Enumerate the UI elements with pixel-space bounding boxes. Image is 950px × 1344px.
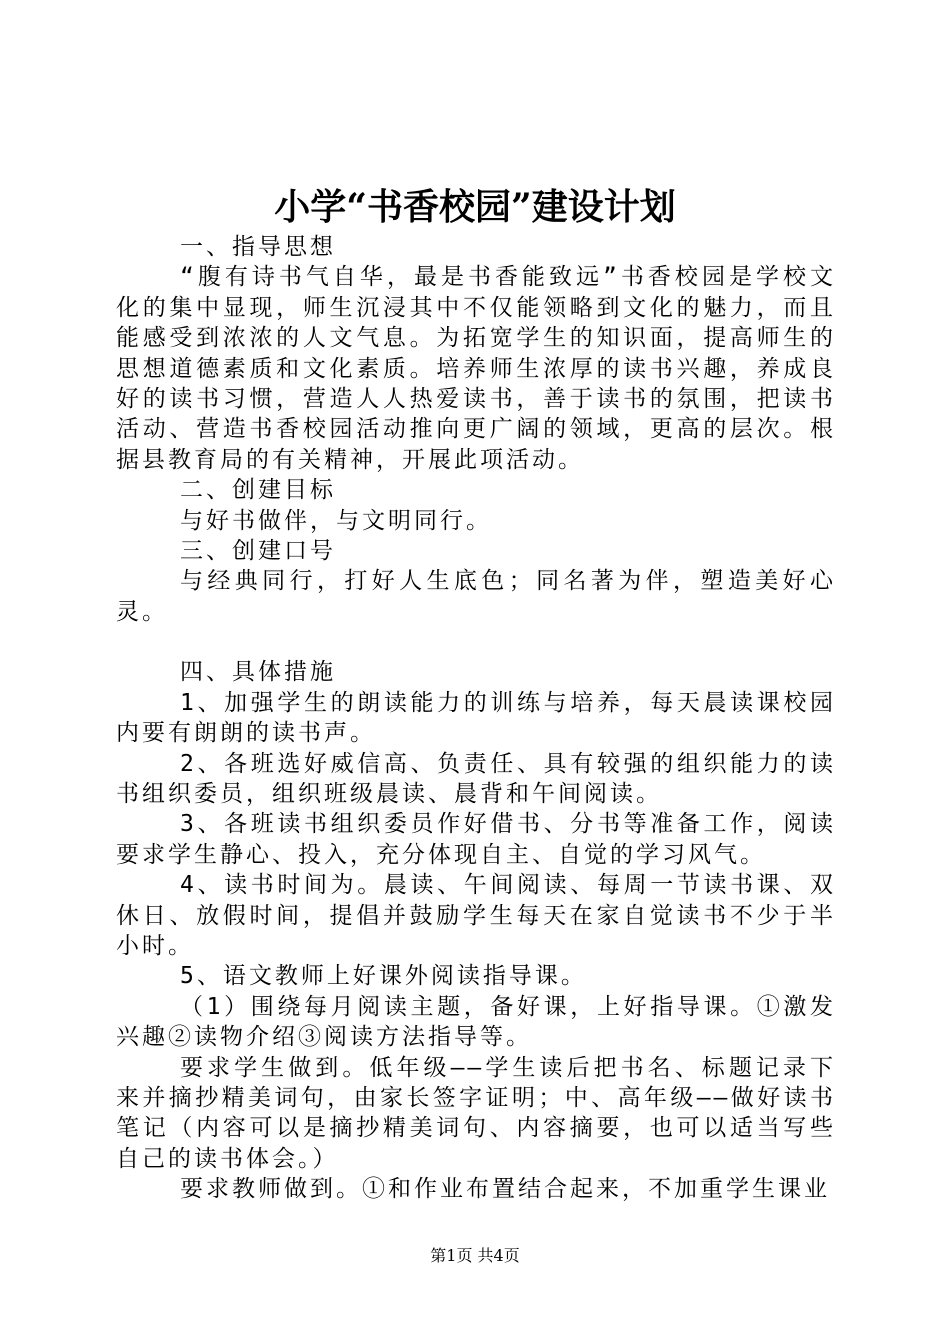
paragraph-goal: 与好书做伴，与文明同行。	[180, 507, 492, 534]
page-footer: 第1页 共4页	[430, 1246, 520, 1265]
measure-item-1: 1、加强学生的朗读能力的训练与培养，每天晨读课校园内要有朗朗的读书声。	[116, 689, 836, 747]
document-body	[116, 232, 836, 1205]
section-heading-measures: 四、具体措施	[180, 659, 336, 686]
section-heading-guiding-ideology: 一、指导思想	[180, 234, 336, 260]
measure-item-3: 3、各班读书组织委员作好借书、分书等准备工作，阅读要求学生静心、投入，充分体现自主、自觉的学习风气。	[116, 811, 836, 868]
measure-item-5: 5、语文教师上好课外阅读指导课。	[180, 963, 587, 990]
section-heading-goal: 二、创建目标	[180, 477, 336, 504]
section-heading-slogan: 三、创建口号	[180, 538, 336, 565]
document-title: 小学“书香校园”建设计划	[274, 186, 676, 228]
measure-item-2: 2、各班选好威信高、负责任、具有较强的组织能力的读书组织委员，组织班级晨读、晨背和午间阅读。	[116, 750, 836, 807]
paragraph-student-requirements: 要求学生做到。低年级——学生读后把书名、标题记录下来并摘抄精美词句，由家长签字证明；中、高年级——做好读书笔记（内容可以是摘抄精美词句、内容摘要，也可以适当写些自己的读书体会。）	[116, 1054, 836, 1172]
paragraph-slogan: 与经典同行，打好人生底色；同名著为伴，塑造美好心灵。	[116, 568, 836, 625]
paragraph-teacher-requirements: 要求教师做到。①和作业布置结合起来，不加重学生课业	[180, 1176, 830, 1203]
measure-item-4: 4、读书时间为。晨读、午间阅读、每周一节读书课、双休日、放假时间，提倡并鼓励学生每天在家自觉读书不少于半小时。	[116, 872, 836, 959]
paragraph-guiding-ideology: “腹有诗书气自华，最是书香能致远”书香校园是学校文化的集中显现，师生沉浸其中不仅能领略到文化的魅力，而且能感受到浓浓的人文气息。为拓宽学生的知识面，提高师生的思想道德素质和文化素质。培养师生浓厚的读书兴趣，养成良好的读书习惯，营造人人热爱读书，善于读书的氛围，把读书活动、营造书香校园活动推向更广阔的领域，更高的层次。根据县教育局的有关精神，开展此项活动。	[116, 264, 836, 473]
measure-subitem-1: （1）围绕每月阅读主题，备好课，上好指导课。①激发兴趣②读物介绍③阅读方法指导等。	[116, 993, 836, 1051]
